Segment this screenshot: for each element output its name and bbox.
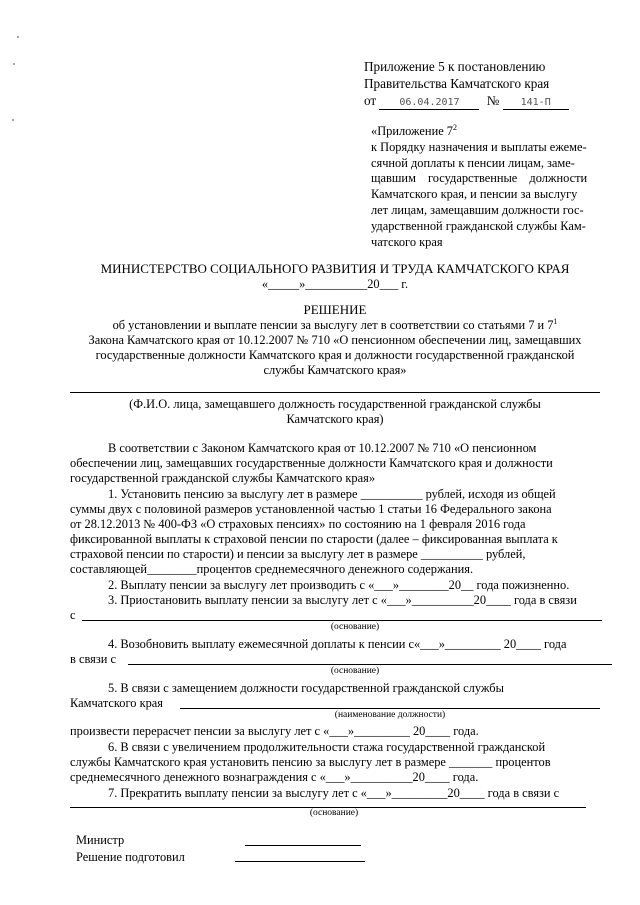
decision-title: РЕШЕНИЕ (303, 302, 367, 317)
item7-line-1: 7. Прекратить выплату пенсии за выслугу лет с «___»_________20____ года в связи с (108, 786, 560, 800)
annex-line-4: щавшим государственные должности (371, 171, 588, 186)
annex-line-7: ударственной гражданской службы Кам- (371, 218, 586, 233)
approval-line-2: Правительства Камчатского края (364, 76, 550, 91)
from-label: от (364, 93, 377, 108)
item1-line-5: страховой пенсии по старости) и пенсии за выслугу лет в размере __________ рублей, (70, 547, 526, 561)
item4-line-1: 4. Возобновить выплату ежемесячной доплаты к пенсии с«___»_________ 20____ года (108, 637, 567, 651)
item5-line-2: Камчатского края (70, 696, 163, 710)
approval-date-line (364, 92, 569, 110)
scan-speck (17, 36, 19, 38)
prepared-label: Решение подготовил (76, 850, 185, 864)
approval-line-1: Приложение 5 к постановлению (364, 59, 546, 74)
minister-signature-line (245, 845, 361, 846)
decision-subtitle-2: Закона Камчатского края от 10.12.2007 № 710 «О пенсионном обеспечении лиц, замещавших (88, 333, 582, 347)
item6-line-2: службы Камчатского края установить пенсию за выслугу лет в размере _______ процентов (70, 755, 551, 769)
item7-caption: (основание) (309, 808, 359, 818)
item5-underline (180, 708, 600, 709)
annex-line-8: чатского края (371, 234, 443, 249)
fio-underline (70, 392, 600, 393)
annex-line-3: сячной доплаты к пенсии лицам, заме- (371, 155, 575, 170)
approval-number: 141-П (503, 97, 569, 110)
item1-line-4: фиксированной выплаты к страховой пенсии по старости (далее – фиксированная выплата к (70, 532, 558, 546)
fio-caption-1: (Ф.И.О. лица, замещавшего должность государственной гражданской службы (129, 397, 541, 411)
item5-line-1: 5. В связи с замещением должности государственной гражданской службы (108, 681, 504, 695)
item4-underline (128, 664, 612, 665)
item1-line-3: от 28.12.2013 № 400-ФЗ «О страховых пенсиях» по состоянию на 1 февраля 2016 года (70, 517, 526, 531)
item3-underline (82, 620, 602, 621)
scan-speck (13, 63, 15, 65)
fio-caption-2: Камчатского края) (286, 412, 384, 426)
item3-line-2: с (70, 608, 76, 622)
annex-line-6: лет лицам, замещавшим должности гос- (371, 202, 584, 217)
item3-caption: (основание) (330, 622, 380, 632)
prepared-signature-line (235, 861, 365, 862)
item4-caption: (основание) (330, 666, 380, 676)
decision-subtitle-3: государственные должности Камчатского края и должности государственной гражданской (95, 348, 575, 362)
preamble-line-2: обеспечении лиц, замещавших государственные должности Камчатского края и должности (70, 456, 553, 470)
approval-date: 06.04.2017 (379, 97, 479, 110)
minister-label: Министр (76, 833, 125, 847)
item6-line-1: 6. В связи с увеличением продолжительности стажа государственной гражданской (108, 740, 546, 754)
annex-line-1: «Приложение $7^2$ (371, 122, 457, 138)
ministry-name: МИНИСТЕРСТВО СОЦИАЛЬНОГО РАЗВИТИЯ И ТРУДА КАМЧАТСКОГО КРАЯ (100, 261, 570, 276)
item5-caption: (наименование должности) (334, 710, 446, 720)
preamble-line-3: государственной гражданской службы Камчатского края» (70, 471, 376, 485)
decision-subtitle-4: службы Камчатского края» (263, 363, 407, 377)
approval-block (364, 58, 569, 110)
number-label: № (486, 93, 500, 108)
item4-line-2: в связи с (70, 652, 116, 666)
item6-line-3: среднемесячного денежного вознаграждения с «___»__________20____ года. (70, 770, 479, 784)
decision-subtitle-1: об установлении и выплате пенсии за выслугу лет в соответствии со статьями 7 и $7^1$ (112, 316, 558, 332)
annex-line-2: к Порядку назначения и выплаты ежеме- (371, 139, 587, 154)
annex-line-5: Камчатского края, и пенсии за выслугу (371, 187, 578, 202)
ministry-date-line: «_____»__________20___ г. (261, 277, 409, 291)
item1-line-2: суммы двух с половиной размеров установленной частью 1 статьи 16 Федерального закона (70, 502, 552, 516)
annex-block (371, 124, 597, 250)
item1-line-6: составляющей________процентов среднемесячного денежного содержания. (70, 562, 474, 576)
item5-line-3: произвести перерасчет пенсии за выслугу лет с «___»_________ 20____ года. (70, 724, 479, 738)
item1-line-1: 1. Установить пенсию за выслугу лет в размере __________ рублей, исходя из общей (108, 487, 556, 501)
scan-speck (12, 119, 14, 121)
item2-line: 2. Выплату пенсии за выслугу лет производить с «___»________20__ года пожизненно. (108, 578, 570, 592)
item3-line-1: 3. Приостановить выплату пенсии за выслугу лет с «___»__________20____ года в связи (108, 593, 577, 607)
preamble-line-1: В соответствии с Законом Камчатского края от 10.12.2007 № 710 «О пенсионном (108, 441, 537, 455)
